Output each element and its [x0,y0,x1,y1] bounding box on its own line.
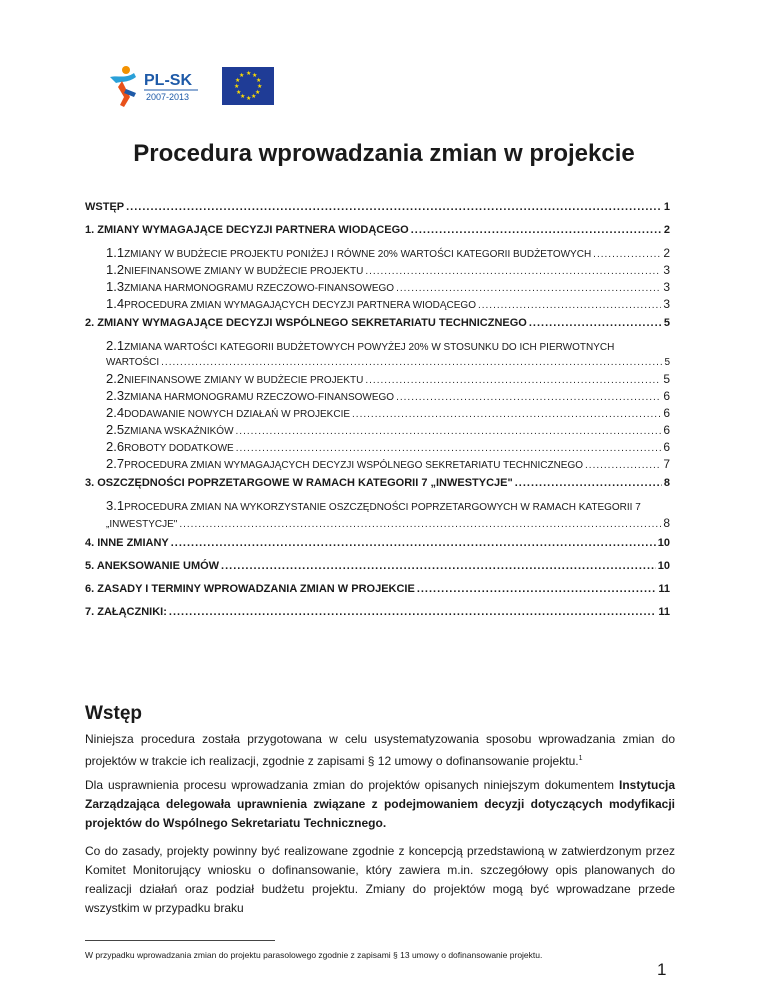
svg-text:★: ★ [239,72,245,79]
toc-entry-page: 2 [663,246,670,260]
toc-entry-page: 6 [663,406,670,420]
toc-entry[interactable] [85,580,670,599]
toc-entry-page: 3 [663,297,670,311]
toc-entry-number: 2.4 [106,405,125,420]
toc-entry[interactable] [85,497,670,532]
svg-text:★: ★ [246,95,252,102]
toc-entry-number: 2.2 [106,371,125,386]
toc-entry-label: 2.3ZMIANA HARMONOGRAMU RZECZOWO-FINANSOWEGO [106,388,395,403]
toc-leader [529,314,662,333]
toc-entry-page: 3 [663,280,670,294]
eu-flag-icon [222,67,274,105]
toc-entry-number: 1.3 [106,279,125,294]
toc-leader [396,389,661,404]
toc-entry-page: 5 [664,357,670,368]
toc-entry-page: 11 [658,606,670,618]
paragraph-3: Co do zasady, projekty powinny być realizowane zgodnie z koncepcją przedstawioną w zatwierdzonym przez Komitet Monitorujący wniosku o dofinansowanie, który zawiera m.in. szczegółowy opis planowanych do realizacji działań oraz podział budżetu projektu. Zmiany do projektów mogą być wprowadzane przede wszystkim w przypadku braku [85,844,675,915]
toc-entry-label: 2.4DODAWANIE NOWYCH DZIAŁAŃ W PROJEKCIE [106,405,351,420]
toc-leader [417,580,657,599]
toc-entry-page: 10 [657,537,670,549]
toc-entry-label: PROCEDURA ZMIAN NA WYKORZYSTANIE OSZCZĘDNOŚCI POPRZETARGOWYCH W RAMACH KATEGORII 7 [124,502,641,513]
paragraph-1-text: Niniejsza procedura została przygotowana w celu usystematyzowania sposobu wprowadzania zmian do projektów w trakcie ich realizacji, zgodnie z zapisami § 12 umowy o dofinansowanie projektu. [85,732,675,768]
toc-entry-page: 6 [663,389,670,403]
toc-entry-number: 2.5 [106,422,125,437]
footnote-ref[interactable]: 1 [578,755,583,762]
svg-text:★: ★ [246,70,252,77]
toc-entry-label: 5. ANEKSOWANIE UMÓW [85,560,220,572]
toc-entry-number: 2.6 [106,439,125,454]
toc-entry-number: 2.7 [106,456,125,471]
toc-entry-label-cont: „INWESTYCJE" [106,519,178,530]
toc-entry[interactable] [85,244,670,261]
toc-entry-label: 1.1ZMIANY W BUDŻECIE PROJEKTU PONIŻEJ I RÓWNE 20% WARTOŚCI KATEGORII BUDŻETOWYCH [106,245,592,260]
toc-entry-number: 3.1 [106,498,125,513]
toc-entry-page: 6 [663,440,670,454]
table-of-contents [85,196,670,626]
toc-leader [179,518,661,532]
paragraph-2-bold: Instytucja Zarządzająca delegowała uprawnienia związane z podejmowaniem decyzji dotyczących modyfikacji projektów do Wspólnego Sekretariatu Technicznego. [85,778,675,830]
paragraph-1 [85,730,675,771]
toc-entry[interactable] [85,198,670,217]
toc-leader [236,440,662,455]
toc-entry-number: 1.2 [106,262,125,277]
toc-entry[interactable] [85,314,670,333]
toc-entry[interactable] [85,261,670,278]
toc-entry[interactable] [85,603,670,622]
toc-entry-page: 8 [663,516,670,530]
toc-entry-label: 2.5ZMIANA WSKAŹNIKÓW [106,422,234,437]
toc-entry-page: 11 [658,583,670,595]
programme-years: 2007-2013 [146,92,190,102]
document-title: Procedura wprowadzania zmian w projekcie [133,140,635,167]
toc-entry-label: 1.2NIEFINANSOWE ZMIANY W BUDŻECIE PROJEKTU [106,262,364,277]
toc-entry-page: 8 [663,477,670,489]
header-logos [106,63,276,111]
toc-entry-label: 1.3ZMIANA HARMONOGRAMU RZECZOWO-FINANSOWEGO [106,279,395,294]
toc-leader [478,297,661,312]
toc-leader [221,557,656,576]
paragraph-2 [85,776,675,833]
toc-entry-page: 10 [657,560,670,572]
toc-entry[interactable] [85,387,670,404]
toc-entry[interactable] [85,404,670,421]
toc-entry-label: 1.4PROCEDURA ZMIAN WYMAGAJĄCYCH DECYZJI PARTNERA WIODĄCEGO [106,296,476,311]
toc-entry-label: WSTĘP [85,201,125,213]
toc-leader [126,198,662,217]
programme-name: PL-SK [144,72,192,89]
toc-entry[interactable] [85,455,670,472]
toc-entry-page: 7 [663,457,670,471]
toc-entry-page: 2 [663,224,670,236]
toc-entry-label: 2.6ROBOTY DODATKOWE [106,439,234,454]
svg-text:★: ★ [240,93,246,100]
toc-leader [171,534,656,553]
toc-entry-label-cont: WARTOŚCI [106,357,160,368]
toc-leader [236,423,662,438]
toc-entry-label: 1. ZMIANY WYMAGAJĄCE DECYZJI PARTNERA WIODĄCEGO [85,224,409,236]
footnote: W przypadku wprowadzania zmian do projektu parasolowego zgodnie z zapisami § 13 umowy o dofinansowanie projektu. [85,950,543,960]
toc-entry-page: 6 [663,423,670,437]
toc-entry[interactable] [85,221,670,240]
page-number: 1 [657,960,667,979]
svg-text:★: ★ [236,89,242,96]
footnote-divider [85,940,275,941]
toc-entry[interactable] [85,370,670,387]
toc-entry-page: 3 [663,263,670,277]
toc-leader [352,406,661,421]
toc-leader [593,246,661,261]
toc-entry-label: 7. ZAŁĄCZNIKI: [85,606,167,618]
toc-entry[interactable] [85,295,670,312]
toc-entry-label: 3. OSZCZĘDNOŚCI POPRZETARGOWE W RAMACH KATEGORII 7 „INWESTYCJE" [85,477,513,489]
toc-leader [365,372,661,387]
svg-text:★: ★ [256,77,262,84]
toc-entry-label: ZMIANA WARTOŚCI KATEGORII BUDŻETOWYCH POWYŻEJ 20% W STOSUNKU DO ICH PIERWOTNYCH [124,342,615,353]
toc-entry-number: 1.4 [106,296,125,311]
toc-entry[interactable] [85,474,670,493]
toc-leader [585,457,661,472]
toc-entry[interactable] [85,278,670,295]
toc-entry-label: 2.7PROCEDURA ZMIAN WYMAGAJĄCYCH DECYZJI WSPÓLNEGO SEKRETARIATU TECHNICZNEGO [106,456,584,471]
toc-entry[interactable] [85,421,670,438]
toc-entry[interactable] [85,534,670,553]
svg-text:★: ★ [252,72,258,79]
toc-entry-label: 6. ZASADY I TERMINY WPROWADZANIA ZMIAN W PROJEKCIE [85,583,415,595]
toc-entry-number: 2.3 [106,388,125,403]
svg-text:★: ★ [257,83,263,90]
toc-entry-label: 2. ZMIANY WYMAGAJĄCE DECYZJI WSPÓLNEGO SEKRETARIATU TECHNICZNEGO [85,317,527,329]
toc-leader [161,356,662,370]
toc-entry-page: 1 [663,201,670,213]
toc-leader [169,603,656,622]
svg-text:★: ★ [234,83,240,90]
svg-text:★: ★ [255,89,261,96]
toc-leader [411,221,662,240]
toc-entry-page: 5 [663,372,670,386]
toc-entry-number: 2.1 [106,338,125,353]
toc-leader [396,280,661,295]
paragraph-2-text: Dla usprawnienia procesu wprowadzania zmian do projektów opisanych niniejszym dokumentem [85,778,619,792]
toc-entry-label: 4. INNE ZMIANY [85,537,169,549]
toc-entry-number: 1.1 [106,245,125,260]
toc-entry-page: 5 [663,317,670,329]
toc-entry[interactable] [85,337,670,370]
section-heading: Wstęp [85,703,142,724]
toc-leader [515,474,662,493]
toc-entry-label: 2.2NIEFINANSOWE ZMIANY W BUDŻECIE PROJEKTU [106,371,364,386]
toc-leader [365,263,661,278]
svg-text:★: ★ [251,93,257,100]
toc-entry[interactable] [85,438,670,455]
toc-entry[interactable] [85,557,670,576]
svg-text:★: ★ [235,77,241,84]
